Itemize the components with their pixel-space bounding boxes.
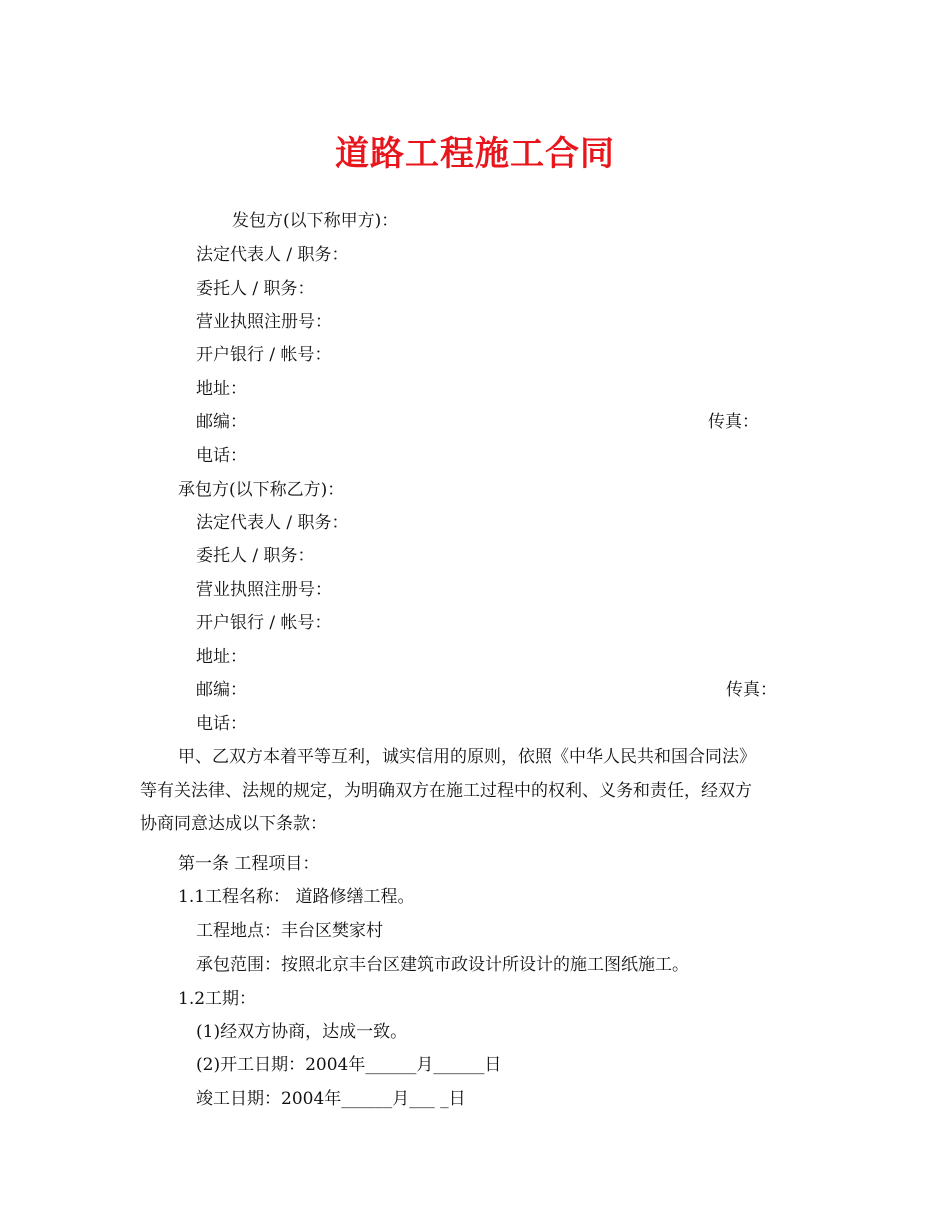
- party-a-heading: 发包方(以下称甲方)：: [232, 211, 399, 231]
- party-b-bank: 开户银行 / 帐号：: [196, 613, 332, 633]
- preamble-line-3: 协商同意达成以下条款：: [140, 814, 327, 834]
- schedule-heading: 1.2工期：: [178, 989, 257, 1009]
- project-location: 工程地点：丰台区樊家村: [196, 921, 383, 941]
- party-b-heading: 承包方(以下称乙方)：: [178, 480, 345, 500]
- contract-scope: 承包范围：按照北京丰台区建筑市政设计所设计的施工图纸施工。: [196, 955, 689, 975]
- party-b-license: 营业执照注册号：: [196, 580, 332, 600]
- party-b-address: 地址：: [196, 647, 247, 667]
- party-a-bank: 开户银行 / 帐号：: [196, 345, 332, 365]
- party-b-phone: 电话：: [196, 714, 247, 734]
- project-name: 1.1工程名称： 道路修缮工程。: [178, 887, 415, 907]
- party-a-legal-rep: 法定代表人 / 职务：: [196, 245, 349, 265]
- schedule-item-1: (1)经双方协商，达成一致。: [196, 1022, 408, 1042]
- party-a-agent: 委托人 / 职务：: [196, 279, 315, 299]
- party-b-legal-rep: 法定代表人 / 职务：: [196, 513, 349, 533]
- party-b-fax: 传真：: [726, 680, 777, 700]
- document-title: 道路工程施工合同: [335, 134, 615, 174]
- party-a-postcode: 邮编：: [196, 412, 247, 432]
- preamble-line-2: 等有关法律、法规的规定，为明确双方在施工过程中的权利、义务和责任，经双方: [140, 781, 752, 801]
- party-a-phone: 电话：: [196, 446, 247, 466]
- party-b-postcode: 邮编：: [196, 680, 247, 700]
- party-a-address: 地址：: [196, 379, 247, 399]
- start-date: (2)开工日期：2004年______月______日: [196, 1055, 502, 1075]
- party-b-agent: 委托人 / 职务：: [196, 546, 315, 566]
- party-a-license: 营业执照注册号：: [196, 312, 332, 332]
- article-1-heading: 第一条 工程项目：: [178, 854, 320, 874]
- preamble-line-1: 甲、乙双方本着平等互利，诚实信用的原则，依照《中华人民共和国合同法》: [178, 747, 756, 767]
- completion-date: 竣工日期：2004年______月___ _日: [196, 1089, 466, 1109]
- party-a-fax: 传真：: [708, 412, 759, 432]
